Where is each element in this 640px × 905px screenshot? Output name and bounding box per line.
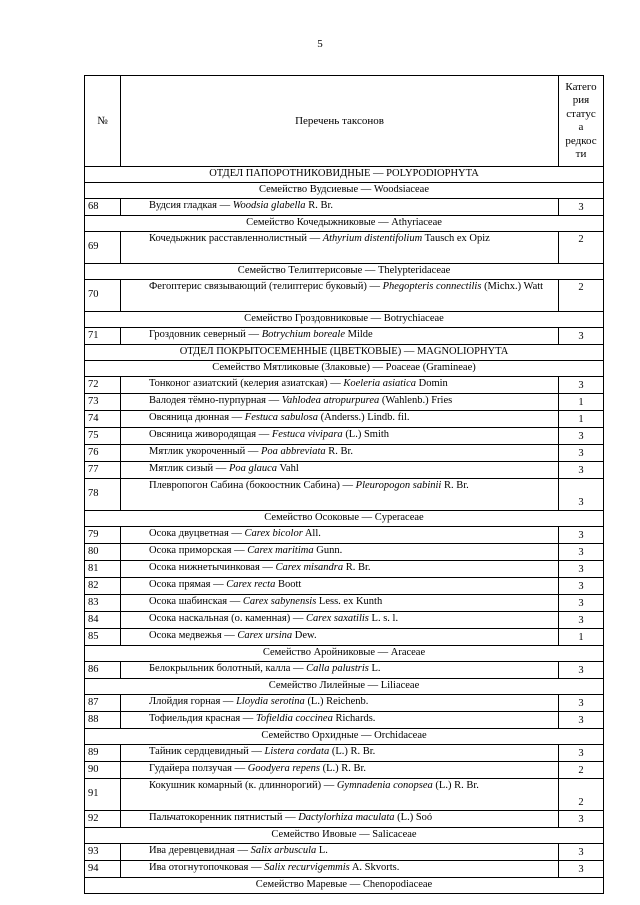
- family-name: Семейство Маревые — Chenopodiaceae: [85, 878, 604, 893]
- rarity-category: 3: [559, 479, 604, 510]
- division-name: ОТДЕЛ ПАПОРОТНИКОВИДНЫЕ — POLYPODIOPHYTA: [85, 167, 604, 182]
- taxon-number: 69: [85, 232, 121, 263]
- taxon-russian-name: Осока двуцветная —: [149, 528, 245, 539]
- taxon-russian-name: Осока шабинская —: [149, 596, 243, 607]
- taxon-author: Dew.: [292, 630, 317, 641]
- family-name: Семейство Орхидные — Orchidaceae: [85, 729, 604, 744]
- family-heading: [85, 312, 604, 328]
- table-row: [85, 411, 604, 428]
- taxon-russian-name: Осока прямая —: [149, 579, 227, 590]
- table-row: [85, 745, 604, 762]
- taxon-number: 93: [85, 844, 121, 860]
- table-row: [85, 861, 604, 878]
- taxon-russian-name: Кочедыжник расставленнолистный —: [149, 233, 323, 244]
- taxon-number: 90: [85, 762, 121, 778]
- taxon-name: [121, 612, 559, 628]
- taxon-latin-name: Phegopteris connectilis: [382, 281, 482, 292]
- taxon-russian-name: Вудсия гладкая —: [149, 200, 233, 211]
- family-heading: [85, 646, 604, 662]
- header-cat-line: редкос: [565, 134, 597, 147]
- division-name: ОТДЕЛ ПОКРЫТОСЕМЕННЫЕ (ЦВЕТКОВЫЕ) — MAGNOLIOPHYTA: [85, 345, 604, 360]
- taxon-latin-name: Gymnadenia conopsea: [336, 780, 433, 791]
- taxon-name: [121, 199, 559, 215]
- taxon-author: Tausch ex Opiz: [422, 233, 490, 244]
- rarity-category: 2: [559, 280, 604, 311]
- taxon-number: 86: [85, 662, 121, 678]
- family-name: Семейство Лилейные — Liliaceae: [85, 679, 604, 694]
- rarity-category: 3: [559, 811, 604, 827]
- header-taxa-list: Перечень таксонов: [121, 76, 559, 166]
- taxon-author: Gunn.: [313, 545, 343, 556]
- table-row: [85, 578, 604, 595]
- taxon-name: [121, 328, 559, 344]
- taxon-russian-name: Фегоптерис связывающий (телиптерис буковый) —: [149, 281, 383, 292]
- taxon-author: All.: [302, 528, 321, 539]
- taxon-author: (L.) Reichenb.: [304, 696, 369, 707]
- table-row: [85, 844, 604, 861]
- rarity-category: 3: [559, 695, 604, 711]
- rarity-category: 3: [559, 328, 604, 344]
- taxon-number: 70: [85, 280, 121, 311]
- taxon-number: 94: [85, 861, 121, 877]
- family-name: Семейство Вудсиевые — Woodsiaceae: [85, 183, 604, 198]
- taxon-latin-name: Pleuropogon sabinii: [355, 480, 442, 491]
- taxon-latin-name: Carex recta: [226, 579, 276, 590]
- taxon-number: 91: [85, 779, 121, 810]
- taxon-russian-name: Овсяница дюнная —: [149, 412, 245, 423]
- taxon-latin-name: Carex sabynensis: [242, 596, 317, 607]
- taxon-name: [121, 629, 559, 645]
- taxon-name: [121, 280, 559, 311]
- table-row: [85, 199, 604, 216]
- taxon-author: R. Br.: [325, 446, 354, 457]
- table-row: [85, 811, 604, 828]
- taxon-latin-name: Vahlodea atropurpurea: [281, 395, 380, 406]
- taxon-name: [121, 811, 559, 827]
- taxon-number: 75: [85, 428, 121, 444]
- table-row: [85, 595, 604, 612]
- division-heading: [85, 345, 604, 361]
- family-heading: [85, 264, 604, 280]
- taxon-russian-name: Белокрыльник болотный, калла —: [149, 663, 307, 674]
- page-number: 5: [317, 38, 323, 50]
- rarity-category: 3: [559, 544, 604, 560]
- taxon-number: 76: [85, 445, 121, 461]
- taxon-number: 82: [85, 578, 121, 594]
- taxon-number: 80: [85, 544, 121, 560]
- table-row: [85, 280, 604, 312]
- family-heading: [85, 878, 604, 894]
- taxon-latin-name: Poa glauca: [228, 463, 278, 474]
- taxon-name: [121, 544, 559, 560]
- rarity-category: 3: [559, 745, 604, 761]
- table-row: [85, 377, 604, 394]
- taxon-latin-name: Calla palustris: [306, 663, 369, 674]
- table-row: [85, 695, 604, 712]
- taxon-author: (L.) R. Br.: [329, 746, 376, 757]
- table-header: [85, 76, 604, 167]
- taxon-name: [121, 745, 559, 761]
- family-name: Семейство Осоковые — Cyperaceae: [85, 511, 604, 526]
- taxon-name: [121, 445, 559, 461]
- taxon-russian-name: Плевропогон Сабина (бокоостник Сабина) —: [149, 480, 356, 491]
- taxon-name: [121, 695, 559, 711]
- rarity-category: 2: [559, 779, 604, 810]
- taxon-author: (L.) Smith: [342, 429, 390, 440]
- taxon-author: L.: [316, 845, 328, 856]
- table-row: [85, 462, 604, 479]
- taxon-russian-name: Ива деревцевидная —: [149, 845, 251, 856]
- taxon-name: [121, 411, 559, 427]
- taxon-name: [121, 712, 559, 728]
- family-heading: [85, 679, 604, 695]
- rarity-category: 3: [559, 712, 604, 728]
- taxon-latin-name: Koeleria asiatica: [343, 378, 416, 389]
- rarity-category: 3: [559, 377, 604, 393]
- taxon-russian-name: Ллойдия горная —: [149, 696, 237, 707]
- header-cat-line: статус: [566, 107, 596, 120]
- taxon-russian-name: Валодея тёмно-пурпурная —: [149, 395, 282, 406]
- taxon-latin-name: Woodsia glabella: [232, 200, 306, 211]
- taxon-author: R. Br.: [441, 480, 469, 491]
- taxon-name: [121, 595, 559, 611]
- taxon-name: [121, 462, 559, 478]
- table-row: [85, 561, 604, 578]
- rarity-category: 1: [559, 394, 604, 410]
- header-cat-line: Катего: [565, 80, 597, 93]
- rarity-category: 3: [559, 561, 604, 577]
- taxon-author: (Michx.) Watt: [481, 281, 544, 292]
- taxon-name: [121, 779, 559, 810]
- taxon-latin-name: Botrychium boreale: [261, 329, 345, 340]
- taxon-number: 72: [85, 377, 121, 393]
- taxon-russian-name: Овсяница живородящая —: [149, 429, 272, 440]
- taxon-name: [121, 377, 559, 393]
- taxon-author: Milde: [345, 329, 373, 340]
- header-cat-line: ти: [575, 148, 587, 160]
- taxa-table: [84, 75, 604, 894]
- rarity-category: 3: [559, 844, 604, 860]
- taxon-author: Vahl: [277, 463, 299, 474]
- rarity-category: 3: [559, 861, 604, 877]
- taxon-latin-name: Salix recurvigemmis: [264, 862, 350, 873]
- taxon-name: [121, 844, 559, 860]
- table-row: [85, 527, 604, 544]
- taxon-author: (Anderss.) Lindb. fil.: [317, 412, 410, 423]
- taxon-number: 78: [85, 479, 121, 510]
- rarity-category: 3: [559, 595, 604, 611]
- taxon-author: L. s. l.: [368, 613, 399, 624]
- taxon-author: (L.) R. Br.: [432, 780, 479, 791]
- taxon-russian-name: Тонконог азиатский (келерия азиатская) —: [149, 378, 344, 389]
- taxon-number: 68: [85, 199, 121, 215]
- table-row: [85, 779, 604, 811]
- taxon-name: [121, 561, 559, 577]
- taxon-russian-name: Ива отогнутопочковая —: [149, 862, 265, 873]
- taxon-latin-name: Festuca vivipara: [271, 429, 343, 440]
- taxon-latin-name: Goodyera repens: [247, 763, 320, 774]
- family-name: Семейство Ивовые — Salicaceae: [85, 828, 604, 843]
- rarity-category: 1: [559, 411, 604, 427]
- taxon-latin-name: Carex misandra: [275, 562, 344, 573]
- taxon-author: (Wahlenb.) Fries: [379, 395, 453, 406]
- taxon-russian-name: Осока нижнетычинковая —: [149, 562, 276, 573]
- taxon-author: L.: [368, 663, 381, 674]
- taxon-latin-name: Carex maritima: [247, 545, 314, 556]
- family-heading: [85, 828, 604, 844]
- rarity-category: 3: [559, 199, 604, 215]
- taxon-russian-name: Тайник сердцевидный —: [149, 746, 265, 757]
- taxon-latin-name: Festuca sabulosa: [244, 412, 318, 423]
- division-heading: [85, 167, 604, 183]
- taxon-name: [121, 578, 559, 594]
- taxon-number: 89: [85, 745, 121, 761]
- table-row: [85, 612, 604, 629]
- taxon-latin-name: Salix arbuscula: [250, 845, 317, 856]
- taxon-russian-name: Мятлик сизый —: [149, 463, 229, 474]
- table-row: [85, 762, 604, 779]
- rarity-category: 3: [559, 445, 604, 461]
- taxon-russian-name: Осока приморская —: [149, 545, 248, 556]
- taxon-name: [121, 527, 559, 543]
- rarity-category: 2: [559, 232, 604, 263]
- rarity-category: 3: [559, 662, 604, 678]
- rarity-category: 3: [559, 428, 604, 444]
- taxon-number: 84: [85, 612, 121, 628]
- table-row: [85, 479, 604, 511]
- table-row: [85, 544, 604, 561]
- taxon-number: 92: [85, 811, 121, 827]
- taxon-author: (L.) R. Br.: [319, 763, 367, 774]
- rarity-category: 2: [559, 762, 604, 778]
- family-name: Семейство Кочедыжниковые — Athyriaceae: [85, 216, 604, 231]
- taxon-author: (L.) Soó: [394, 812, 433, 823]
- family-heading: [85, 216, 604, 232]
- header-rarity-category: [559, 76, 604, 166]
- taxon-russian-name: Тофиельдия красная —: [149, 713, 256, 724]
- taxon-author: Boott: [275, 579, 302, 590]
- taxon-name: [121, 479, 559, 510]
- table-row: [85, 662, 604, 679]
- taxon-number: 79: [85, 527, 121, 543]
- family-name: Семейство Мятликовые (Злаковые) — Poaceae (Gramineae): [85, 361, 604, 376]
- taxon-author: R. Br.: [305, 200, 333, 211]
- taxon-number: 88: [85, 712, 121, 728]
- family-name: Семейство Гроздовниковые — Botrychiaceae: [85, 312, 604, 327]
- taxon-latin-name: Athyrium distentifolium: [322, 233, 423, 244]
- taxon-russian-name: Мятлик укороченный —: [149, 446, 261, 457]
- taxon-author: Richards.: [332, 713, 376, 724]
- taxon-latin-name: Carex saxatilis: [306, 613, 369, 624]
- taxon-number: 77: [85, 462, 121, 478]
- taxon-latin-name: Lloydia serotina: [236, 696, 305, 707]
- family-heading: [85, 511, 604, 527]
- rarity-category: 3: [559, 462, 604, 478]
- header-cat-line: а: [578, 121, 584, 133]
- taxon-russian-name: Осока наскальная (о. каменная) —: [149, 613, 306, 624]
- rarity-category: 1: [559, 629, 604, 645]
- taxon-name: [121, 428, 559, 444]
- taxon-latin-name: Tofieldia coccinea: [255, 713, 333, 724]
- table-row: [85, 328, 604, 345]
- taxon-latin-name: Listera cordata: [264, 746, 330, 757]
- taxon-russian-name: Осока медвежья —: [149, 630, 238, 641]
- taxon-name: [121, 232, 559, 263]
- taxon-number: 81: [85, 561, 121, 577]
- table-row: [85, 394, 604, 411]
- taxon-russian-name: Гудайера ползучая —: [149, 763, 248, 774]
- taxon-number: 73: [85, 394, 121, 410]
- rarity-category: 3: [559, 578, 604, 594]
- rarity-category: 3: [559, 527, 604, 543]
- taxon-author: Less. ex Kunth: [316, 596, 383, 607]
- taxon-name: [121, 762, 559, 778]
- table-row: [85, 712, 604, 729]
- header-number: №: [85, 76, 121, 166]
- taxon-number: 83: [85, 595, 121, 611]
- taxon-number: 71: [85, 328, 121, 344]
- taxon-latin-name: Poa abbreviata: [260, 446, 326, 457]
- family-name: Семейство Аройниковые — Araceae: [85, 646, 604, 661]
- taxon-name: [121, 394, 559, 410]
- taxon-latin-name: Carex bicolor: [244, 528, 303, 539]
- header-cat-line: рия: [572, 94, 590, 106]
- taxon-number: 85: [85, 629, 121, 645]
- taxon-author: Domin: [416, 378, 448, 389]
- family-heading: [85, 729, 604, 745]
- taxon-name: [121, 662, 559, 678]
- family-name: Семейство Телиптерисовые — Thelypteridaceae: [85, 264, 604, 279]
- family-heading: [85, 183, 604, 199]
- taxon-name: [121, 861, 559, 877]
- table-row: [85, 232, 604, 264]
- taxon-russian-name: Гроздовник северный —: [149, 329, 262, 340]
- table-row: [85, 629, 604, 646]
- taxon-number: 74: [85, 411, 121, 427]
- taxon-russian-name: Пальчатокоренник пятнистый —: [149, 812, 299, 823]
- rarity-category: 3: [559, 612, 604, 628]
- taxon-russian-name: Кокушник комарный (к. длиннорогий) —: [149, 780, 337, 791]
- table-row: [85, 428, 604, 445]
- taxon-latin-name: Dactylorhiza maculata: [298, 812, 395, 823]
- taxon-author: A. Skvorts.: [349, 862, 400, 873]
- family-heading: [85, 361, 604, 377]
- table-row: [85, 445, 604, 462]
- taxon-author: R. Br.: [343, 562, 371, 573]
- taxon-number: 87: [85, 695, 121, 711]
- taxon-latin-name: Carex ursina: [237, 630, 293, 641]
